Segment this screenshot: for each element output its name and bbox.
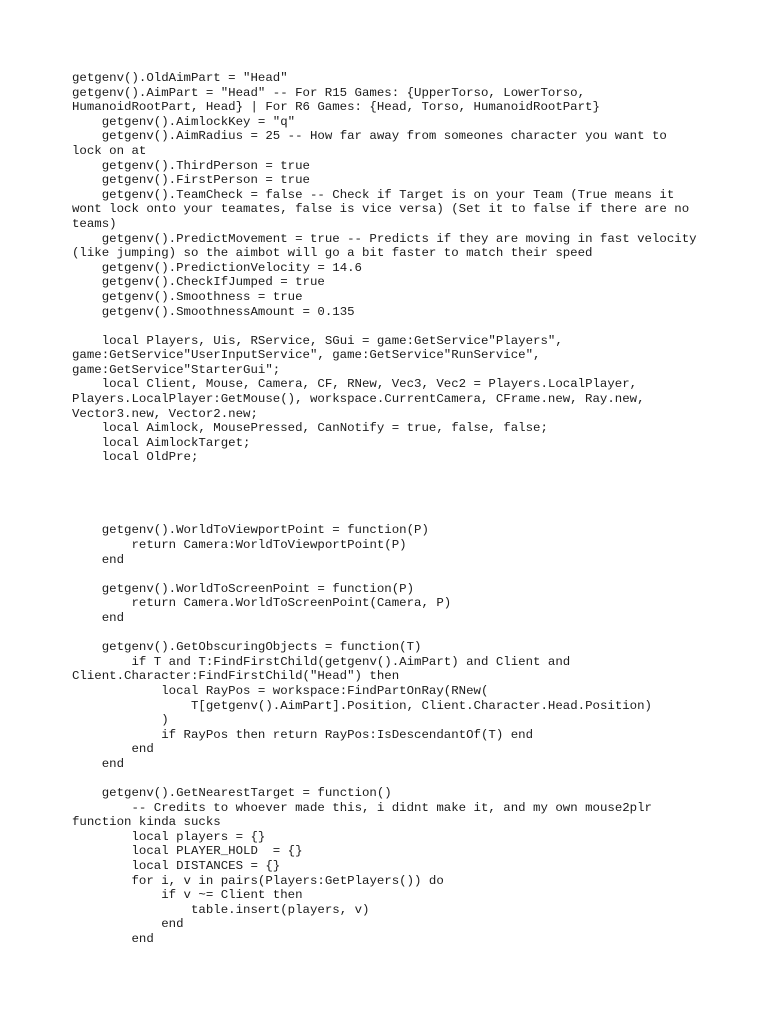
code-line: [72, 509, 702, 524]
code-block: [72, 71, 705, 947]
code-line: local DISTANCES = {}: [72, 859, 281, 874]
code-line: local OldPre;: [72, 450, 199, 465]
code-line: [72, 626, 702, 641]
code-line: end: [72, 552, 125, 567]
code-line: end: [72, 932, 154, 947]
code-line: end: [72, 756, 125, 771]
code-line: getgenv().AimRadius = 25 -- How far away from someones character you want to lock on at: [72, 129, 675, 158]
code-line: local Aimlock, MousePressed, CanNotify = true, false, false;: [72, 421, 548, 436]
code-line: end: [72, 917, 184, 932]
code-line: getgenv().ThirdPerson = true: [72, 158, 310, 173]
code-line: getgenv().WorldToViewportPoint = function(P): [72, 523, 429, 538]
code-line: [72, 480, 702, 495]
code-line: if T and T:FindFirstChild(getgenv().AimPart) and Client and Client.Character:FindFirstChild("Head") then: [72, 654, 578, 684]
code-line: local Players, Uis, RService, SGui = game:GetService"Players", game:GetService"UserInputService", game:GetService"RunService", game:GetService"StarterGui";: [72, 333, 571, 377]
code-line: if v ~= Client then: [72, 888, 303, 903]
code-line: getgenv().Smoothness = true: [72, 289, 303, 304]
code-line: local players = {}: [72, 829, 266, 844]
code-line: getgenv().WorldToScreenPoint = function(P): [72, 581, 415, 596]
code-line: getgenv().FirstPerson = true: [72, 173, 310, 188]
code-line: [72, 494, 702, 509]
code-line: end: [72, 742, 154, 757]
code-line: [72, 319, 702, 334]
code-line: getgenv().CheckIfJumped = true: [72, 275, 325, 290]
code-line: local RayPos = workspace:FindPartOnRay(RNew(: [72, 683, 489, 698]
code-line: getgenv().SmoothnessAmount = 0.135: [72, 304, 355, 319]
code-line: getgenv().PredictMovement = true -- Predicts if they are moving in fast velocity (like jumping) so the aimbot will go a bit faster to match their speed: [72, 231, 705, 261]
code-line: getgenv().TeamCheck = false -- Check if Target is on your Team (True means it wont lock onto your teamates, false is vice versa) (Set it to false if there are no teams): [72, 187, 697, 231]
code-line: ): [72, 713, 169, 728]
code-line: [72, 772, 702, 787]
code-line: return Camera.WorldToScreenPoint(Camera, P): [72, 596, 452, 611]
code-line: getgenv().PredictionVelocity = 14.6: [72, 260, 362, 275]
code-line: -- Credits to whoever made this, i didnt make it, and my own mouse2plr function kinda sucks: [72, 800, 660, 830]
code-line: local AimlockTarget;: [72, 435, 251, 450]
code-line: getgenv().AimlockKey = "q": [72, 114, 296, 129]
code-line: [72, 567, 702, 582]
code-line: getgenv().GetNearestTarget = function(): [72, 786, 392, 801]
code-line: getgenv().AimPart = "Head" -- For R15 Games: {UpperTorso, LowerTorso, HumanoidRootPart, Head} | For R6 Games: {Head, Torso, HumanoidRootPart}: [72, 85, 600, 115]
code-line: end: [72, 610, 125, 625]
code-line: getgenv().OldAimPart = "Head": [72, 71, 288, 85]
code-line: if RayPos then return RayPos:IsDescendantOf(T) end: [72, 727, 534, 742]
code-line: table.insert(players, v): [72, 902, 370, 917]
code-line: return Camera:WorldToViewportPoint(P): [72, 538, 407, 552]
code-line: local PLAYER_HOLD = {}: [72, 844, 303, 859]
code-line: getgenv().GetObscuringObjects = function(T): [72, 640, 422, 655]
code-line: for i, v in pairs(Players:GetPlayers()) do: [72, 873, 444, 888]
code-line: local Client, Mouse, Camera, CF, RNew, Vec3, Vec2 = Players.LocalPlayer, Players.LocalPlayer:GetMouse(), workspace.CurrentCamera, CFrame.new, Ray.new, Vector3.new, Vector2.new;: [72, 377, 652, 421]
code-line: T[getgenv().AimPart].Position, Client.Character.Head.Position): [72, 698, 652, 713]
code-line: [72, 465, 702, 480]
